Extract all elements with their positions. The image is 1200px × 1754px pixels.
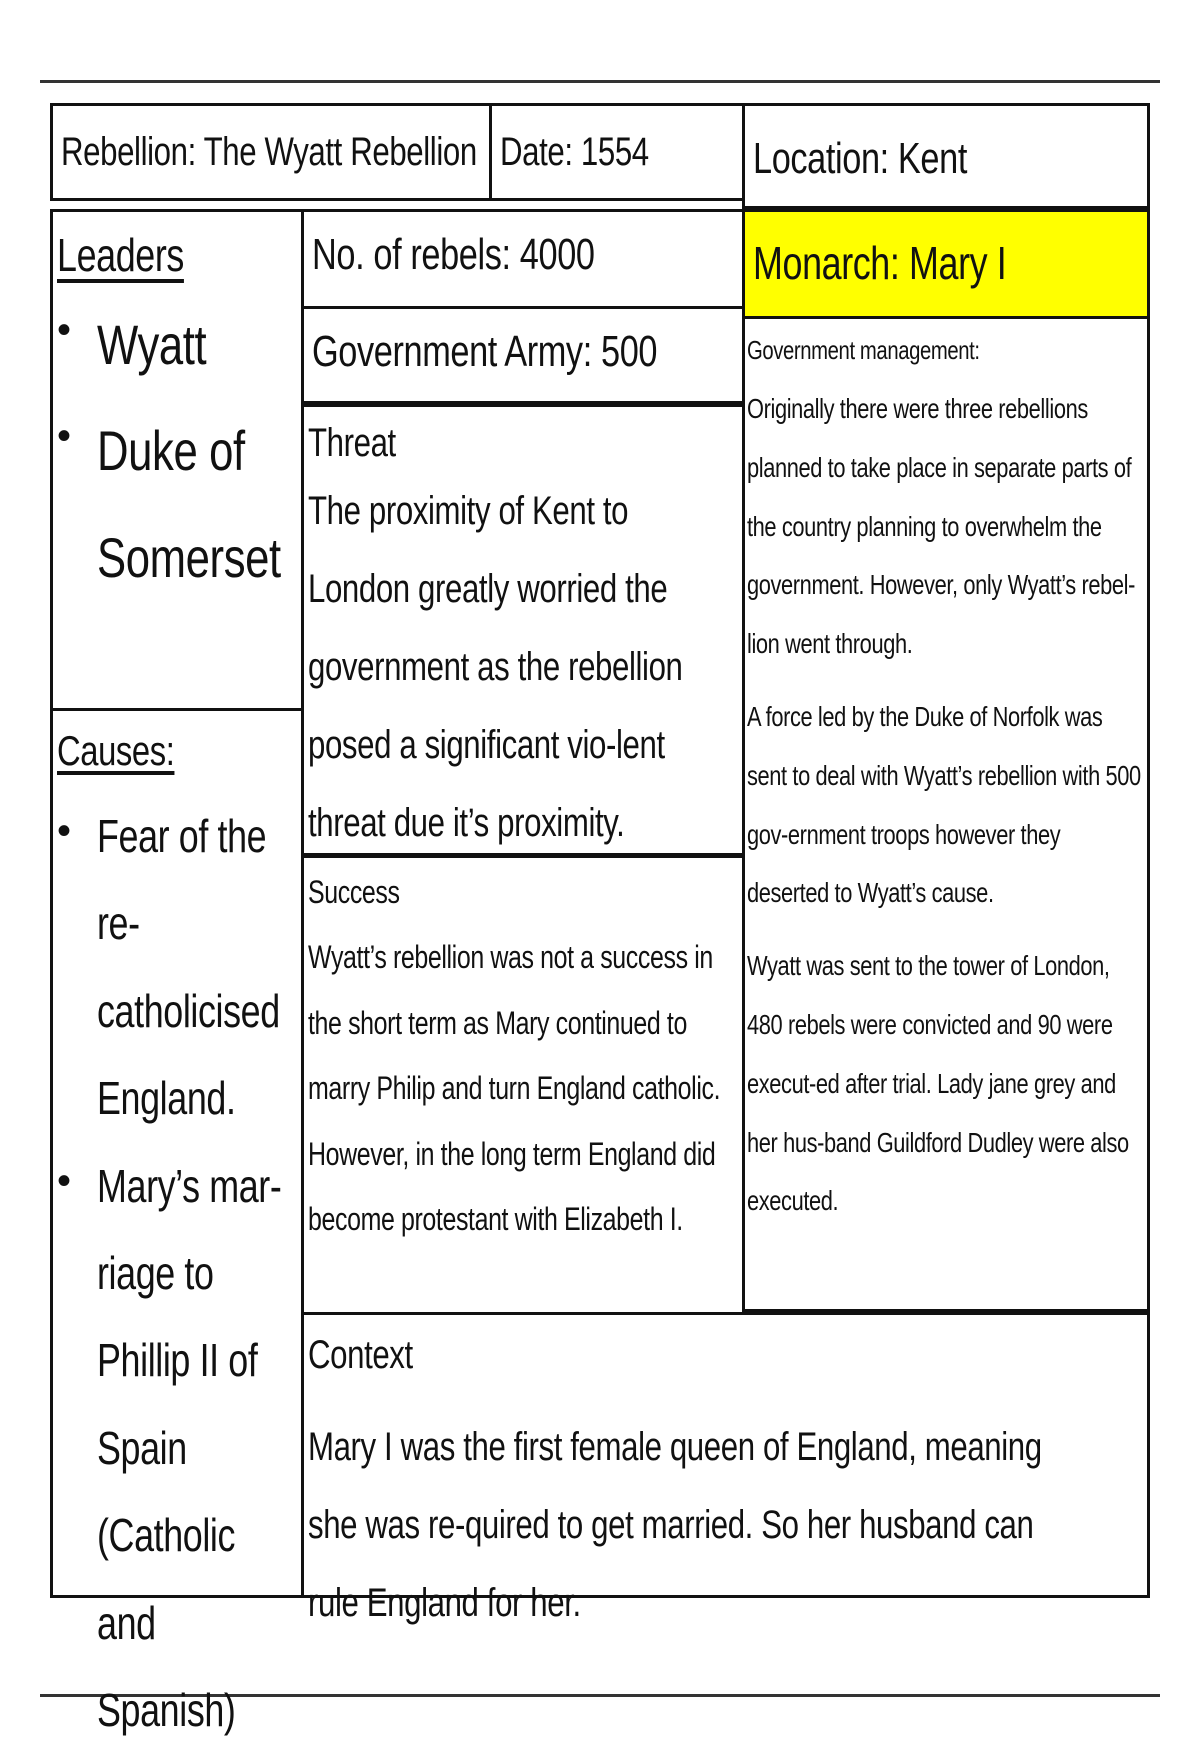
leader-item: • Wyatt: [53, 292, 301, 398]
rebels-cell: [301, 209, 745, 309]
government-management-paragraph: Originally there were three rebellions planned to take place in separate parts of the country planning to overwhelm the government. However, only Wyatt’s rebel-lion went through.: [747, 393, 1136, 660]
cause-item: • Mary’s mar-riage to Phillip II of Spain (Catholic and Spanish): [53, 1143, 301, 1754]
context-title: Context: [308, 1333, 413, 1377]
rebellion-name: Rebellion: The Wyatt Rebellion: [61, 130, 477, 174]
government-management-title: Government management:: [747, 335, 980, 365]
leaders-list: [53, 292, 301, 611]
army-size: Government Army: 500: [312, 327, 658, 376]
success-body: Wyatt’s rebellion was not a success in the short term as Mary continued to marry Philip and turn England catholic. However, in the long term England did become protestant with Elizabeth I.: [308, 939, 721, 1238]
top-rule: [40, 80, 1160, 83]
leaders-title: Leaders: [57, 229, 184, 281]
government-management-cell: [742, 316, 1150, 1312]
success-title: Success: [308, 874, 400, 910]
causes-title: Causes:: [57, 727, 175, 774]
leader-item: • Duke of Somerset: [53, 398, 301, 611]
location-cell: [742, 103, 1150, 209]
threat-cell: [301, 404, 745, 856]
cause-item: • Fear of the re-catholicised England.: [53, 793, 301, 1143]
army-cell: [301, 306, 745, 404]
causes-list: [53, 793, 301, 1754]
success-cell: [301, 855, 745, 1315]
context-cell: [301, 1312, 1150, 1625]
rebellion-cell: [50, 103, 492, 201]
causes-cell: [50, 708, 304, 1736]
government-management-paragraph: Wyatt was sent to the tower of London, 480 rebels were convicted and 90 were execut-ed after trial. Lady jane grey and her hus-band Guildford Dudley were also executed.: [747, 950, 1129, 1217]
rebellion-date: Date: 1554: [500, 130, 649, 174]
rebel-count: No. of rebels: 4000: [312, 230, 595, 279]
threat-title: Threat: [308, 421, 396, 465]
monarch-cell: [742, 209, 1150, 319]
threat-body: The proximity of Kent to London greatly worried the government as the rebellion posed a significant vio-lent threat due it’s proximity.: [308, 489, 683, 845]
leaders-cell: [50, 209, 304, 711]
monarch-name: Monarch: Mary I: [753, 237, 1007, 289]
rebellion-location: Location: Kent: [753, 134, 967, 183]
government-management-paragraph: A force led by the Duke of Norfolk was sent to deal with Wyatt’s rebellion with 500 gov-ernment troops however they deserted to Wyatt’s cause.: [747, 700, 1141, 909]
date-cell: [489, 103, 745, 201]
context-body: Mary I was the first female queen of England, meaning she was re-quired to get married. So her husband can rule England for her.: [308, 1425, 1042, 1625]
